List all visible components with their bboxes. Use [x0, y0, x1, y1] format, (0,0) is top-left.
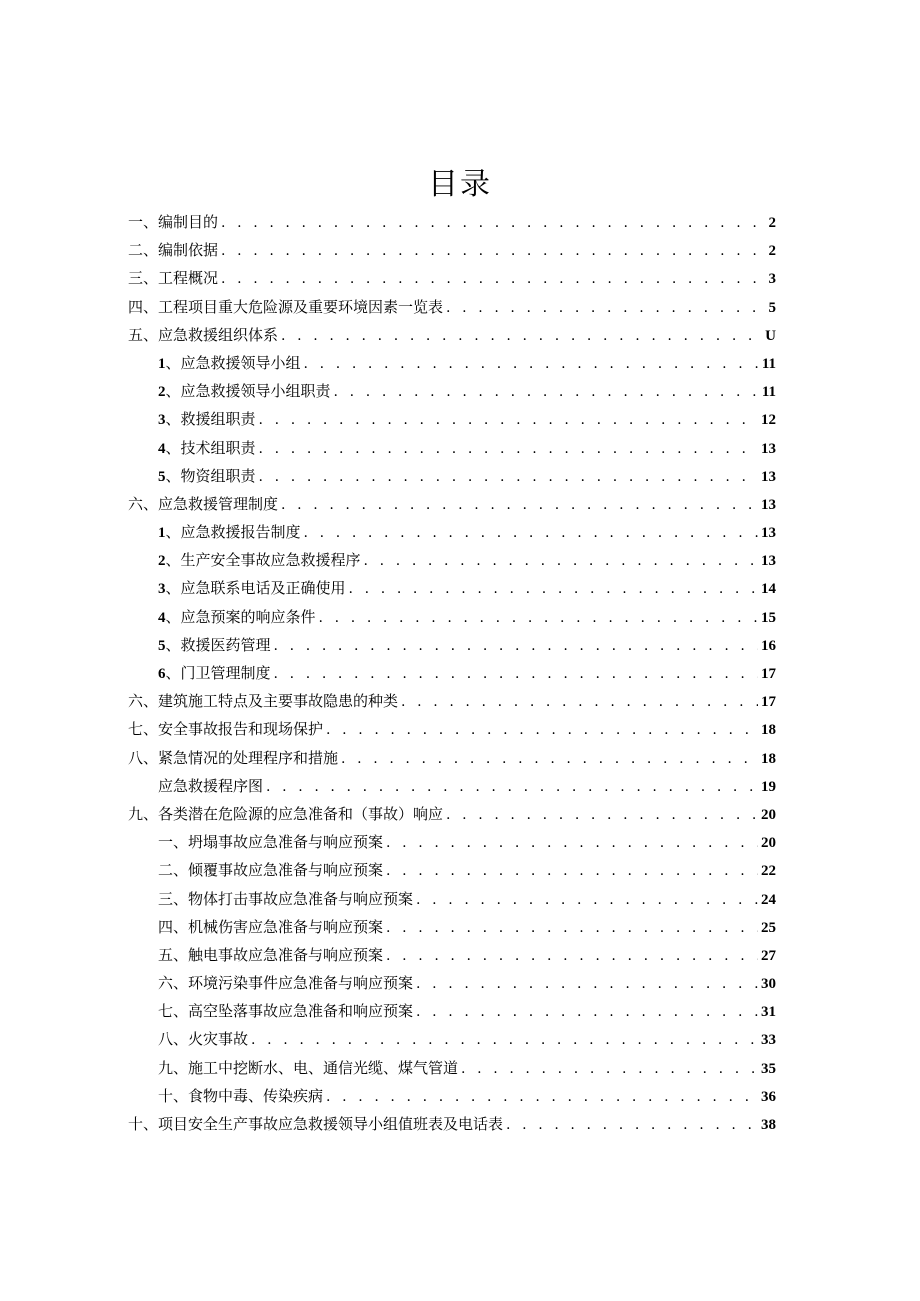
- toc-entry-text: 十、食物中毒、传染疾病: [158, 1086, 324, 1105]
- toc-page-number: 35: [761, 1060, 776, 1077]
- toc-entry-text: 五、应急救援组织体系: [128, 325, 279, 344]
- toc-page-number: 18: [761, 750, 776, 767]
- toc-page-number: U: [765, 327, 776, 344]
- toc-entry-text: 4、技术组职责: [158, 438, 256, 457]
- toc-entry-text: 六、建筑施工特点及主要事故隐患的种类: [128, 692, 399, 711]
- toc-leader: [386, 829, 758, 857]
- toc-entry-text: 1、应急救援报告制度: [158, 523, 301, 542]
- toc-leader: [416, 970, 758, 998]
- toc-leader: [446, 294, 763, 322]
- toc-entry-text: 七、安全事故报告和现场保护: [128, 720, 324, 739]
- toc-entry-text: 六、环境污染事件应急准备与响应预案: [158, 974, 414, 993]
- toc-entry-text: 1、应急救援领导小组: [158, 353, 301, 372]
- toc-entry: [128, 462, 776, 490]
- toc-entry-text: 八、紧急情况的处理程序和措施: [128, 748, 339, 767]
- toc-leader: [334, 378, 759, 406]
- toc-page-number: 38: [761, 1117, 776, 1133]
- toc-entry-text: 6、门卫管理制度: [158, 664, 271, 682]
- toc-entry: [128, 1025, 776, 1053]
- toc-leader: [304, 350, 759, 378]
- toc-page-number: 33: [761, 1032, 776, 1049]
- toc-leader: [281, 491, 758, 519]
- toc-entry-text: 3、救援组职责: [158, 410, 256, 429]
- toc-leader: [364, 547, 758, 575]
- toc-entry: [128, 546, 776, 574]
- toc-entry-text: 八、火灾事故: [158, 1030, 249, 1049]
- toc-entry-text: 应急救援程序图: [158, 776, 264, 795]
- toc-page-number: 13: [761, 525, 776, 542]
- page-title: 目录: [428, 167, 492, 202]
- toc-page-number: 11: [761, 355, 776, 372]
- toc-leader: [259, 406, 758, 434]
- toc-entry: [128, 631, 776, 659]
- toc-leader: [259, 463, 758, 491]
- toc-leader: [221, 237, 763, 265]
- toc-entry: [128, 997, 776, 1025]
- toc-entry-text: 九、各类潜在危险源的应急准备和（事故）响应: [128, 804, 444, 823]
- toc-page-number: 31: [761, 1004, 776, 1021]
- toc-entry-text: 5、救援医药管理: [158, 635, 271, 654]
- toc-entry-text: 5、物资组职责: [158, 466, 256, 485]
- toc-page-number: 24: [761, 891, 776, 908]
- toc-leader: [416, 886, 758, 914]
- toc-page-number: 30: [761, 976, 776, 993]
- toc-entry: [128, 856, 776, 884]
- toc-leader: [251, 1026, 758, 1054]
- toc-leader: [221, 265, 763, 293]
- toc-entry: [128, 772, 776, 800]
- toc-entry-text: 三、物体打击事故应急准备与响应预案: [158, 889, 414, 908]
- toc-page-number: 20: [761, 806, 776, 823]
- toc-entry: [128, 1110, 776, 1138]
- toc-leader: [401, 688, 758, 716]
- toc-entry: [128, 264, 776, 292]
- toc-entry: [128, 377, 776, 405]
- toc-page-number: 15: [761, 609, 776, 626]
- toc-entry: [128, 236, 776, 264]
- toc-leader: [274, 632, 758, 660]
- toc-leader: [281, 322, 762, 350]
- toc-leader: [416, 998, 758, 1026]
- toc-entry: [128, 1054, 776, 1082]
- toc-leader: [386, 914, 758, 942]
- toc-leader: [319, 604, 758, 632]
- toc-page-number: 17: [761, 694, 776, 711]
- toc-page-number: 18: [761, 722, 776, 739]
- toc-page-number: 13: [761, 440, 776, 457]
- toc-leader: [326, 716, 758, 744]
- toc-page-number: 19: [761, 778, 776, 795]
- toc-entry-text: 一、编制目的: [128, 213, 219, 231]
- toc-entry-text: 六、应急救援管理制度: [128, 494, 279, 513]
- toc-entry-text: 七、高空坠落事故应急准备和响应预案: [158, 1002, 414, 1021]
- toc-entry-text: 十、项目安全生产事故应急救援领导小组值班表及电话表: [128, 1115, 504, 1133]
- toc-page-number: 12: [761, 412, 776, 429]
- toc-leader: [446, 801, 758, 829]
- toc-entry: [128, 800, 776, 828]
- toc-entry: [128, 913, 776, 941]
- toc-entry-text: 三、工程概况: [128, 269, 219, 288]
- toc-entry: [128, 885, 776, 913]
- toc-entry: [128, 293, 776, 321]
- toc-entry-text: 2、生产安全事故应急救援程序: [158, 551, 361, 570]
- toc-entry: [128, 687, 776, 715]
- toc-entry: [128, 969, 776, 997]
- toc-entry-text: 五、触电事故应急准备与响应预案: [158, 945, 384, 964]
- toc-page-number: 13: [761, 553, 776, 570]
- toc-leader: [266, 773, 758, 801]
- toc-entry: [128, 941, 776, 969]
- toc-entry: [128, 715, 776, 743]
- toc-page-number: 5: [768, 299, 776, 316]
- toc-leader: [304, 519, 758, 547]
- toc-page-number: 27: [761, 947, 776, 964]
- toc-leader: [461, 1055, 758, 1083]
- toc-entry: [128, 434, 776, 462]
- toc-page-number: 16: [761, 637, 776, 654]
- toc-page-number: 20: [761, 835, 776, 852]
- toc-page-number: 13: [761, 496, 776, 513]
- toc-page-number: 2: [768, 243, 776, 260]
- toc-leader: [259, 435, 758, 463]
- toc-entry: [128, 603, 776, 631]
- toc-leader: [221, 209, 763, 237]
- toc-leader: [341, 745, 758, 773]
- toc-entry-text: 二、编制依据: [128, 241, 219, 260]
- toc-entry: [128, 349, 776, 377]
- toc-entry-text: 四、机械伤害应急准备与响应预案: [158, 917, 384, 936]
- toc-page-number: 3: [768, 271, 776, 288]
- toc-leader: [349, 575, 758, 603]
- toc-leader: [326, 1083, 758, 1111]
- toc-entry: [128, 828, 776, 856]
- toc-page-number: 36: [761, 1088, 776, 1105]
- toc-entry-text: 四、工程项目重大危险源及重要环境因素一览表: [128, 297, 444, 316]
- toc-entry-text: 4、应急预案的响应条件: [158, 607, 316, 626]
- toc-page-number: 25: [761, 919, 776, 936]
- table-of-contents: [128, 208, 776, 1138]
- toc-leader: [506, 1111, 758, 1139]
- toc-entry: [128, 321, 776, 349]
- toc-page-number: 13: [761, 468, 776, 485]
- toc-entry: [128, 744, 776, 772]
- toc-entry: [128, 208, 776, 236]
- toc-page-number: 14: [761, 581, 776, 598]
- toc-leader: [274, 660, 758, 688]
- toc-entry-text: 一、坍塌事故应急准备与响应预案: [158, 833, 384, 852]
- toc-entry-text: 二、倾覆事故应急准备与响应预案: [158, 861, 384, 880]
- toc-page-number: 22: [761, 863, 776, 880]
- toc-entry-text: 3、应急联系电话及正确使用: [158, 579, 346, 598]
- toc-leader: [386, 942, 758, 970]
- toc-entry: [128, 1082, 776, 1110]
- toc-entry: [128, 518, 776, 546]
- toc-entry: [128, 659, 776, 687]
- toc-entry: [128, 405, 776, 433]
- toc-entry-text: 2、应急救援领导小组职责: [158, 382, 331, 401]
- toc-page-number: 11: [761, 384, 776, 401]
- toc-page-number: 17: [761, 666, 776, 682]
- toc-page-number: 2: [768, 215, 776, 231]
- toc-leader: [386, 857, 758, 885]
- toc-entry: [128, 490, 776, 518]
- toc-entry-text: 九、施工中挖断水、电、通信光缆、煤气管道: [158, 1058, 459, 1077]
- toc-entry: [128, 574, 776, 602]
